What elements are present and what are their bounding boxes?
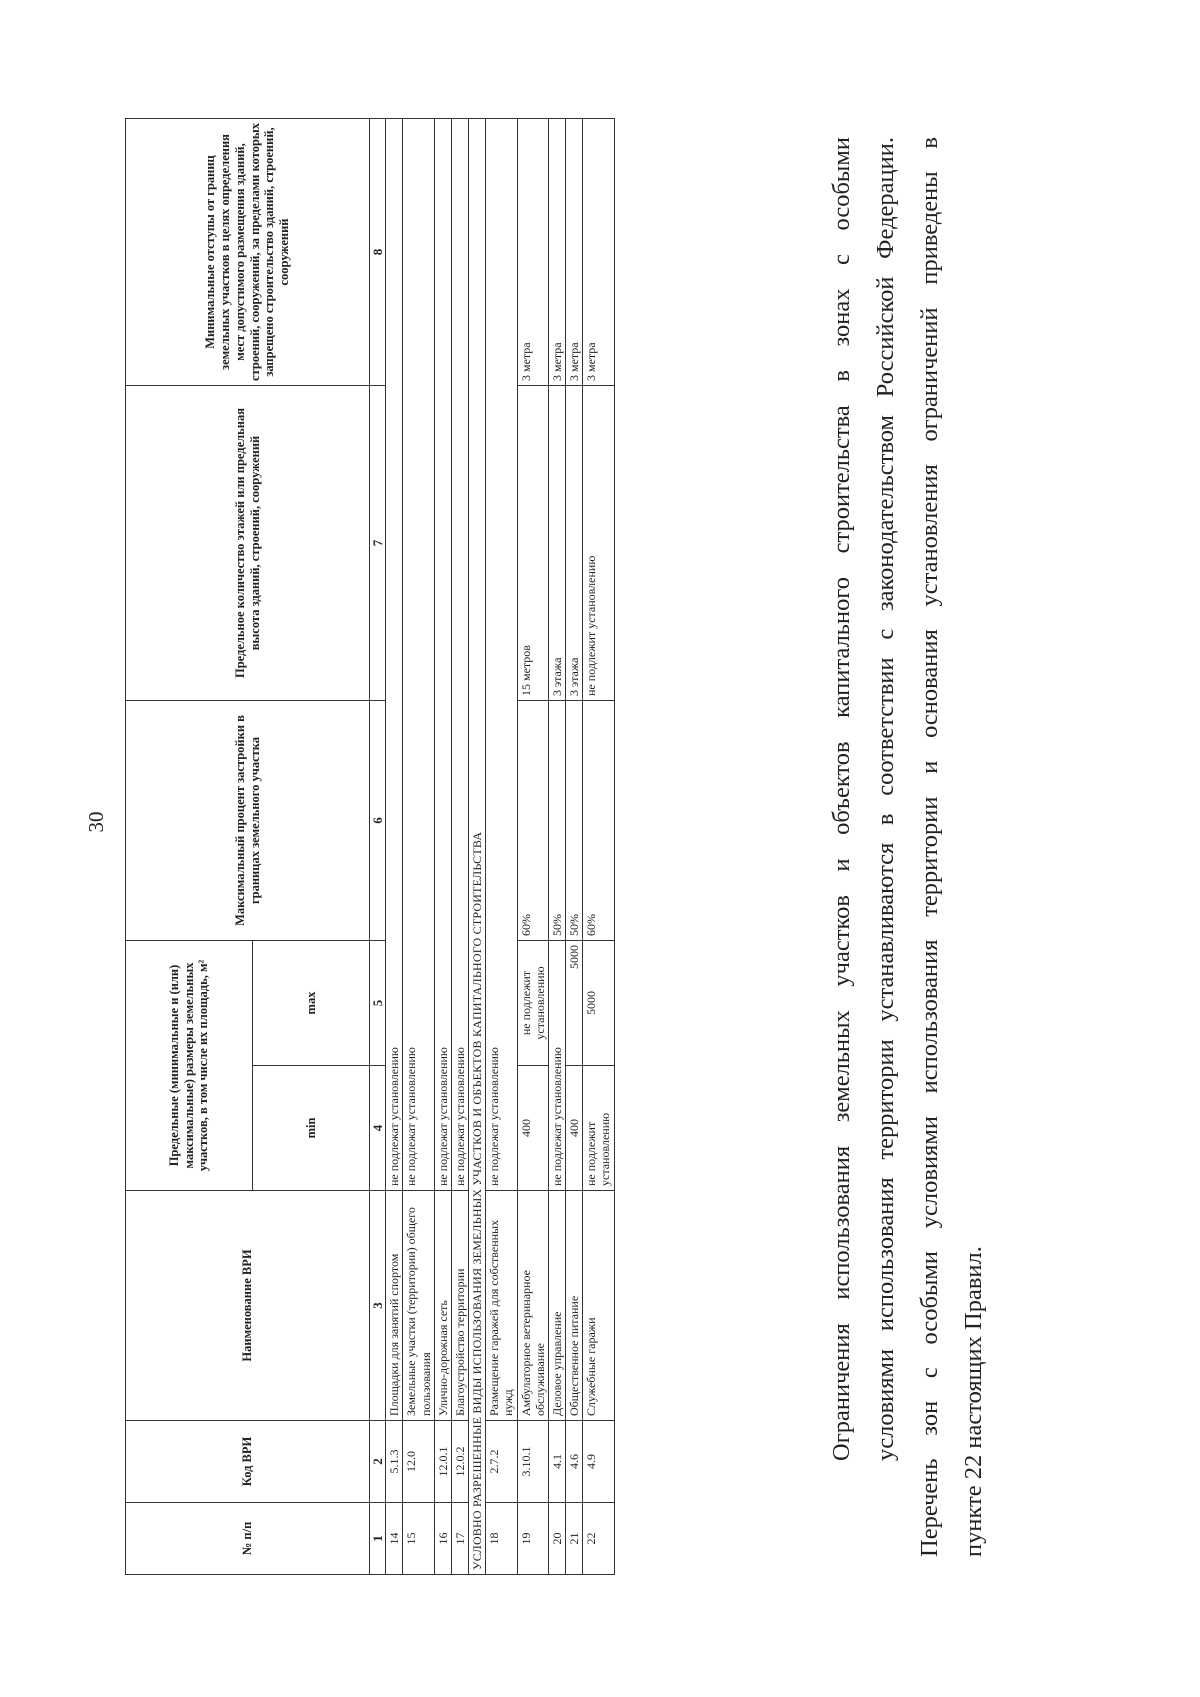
row-no: 15	[403, 1503, 434, 1575]
row-max: не подлежит установлению	[517, 941, 548, 1066]
row-code: 12.0.2	[451, 1421, 468, 1503]
col-number: 8	[370, 119, 386, 386]
row-code: 12.0	[403, 1421, 434, 1503]
row-setback: 3 метра	[517, 119, 548, 386]
header-max-percent: Максимальный процент застройки в границах земельного участка	[126, 701, 370, 941]
row-name: Общественное питание	[566, 1191, 583, 1421]
table-row	[386, 119, 403, 1575]
row-code: 2.7.2	[486, 1421, 517, 1503]
col-number: 2	[370, 1421, 386, 1503]
row-merged-value: не подлежат установлению	[486, 119, 517, 1191]
col-number: 3	[370, 1191, 386, 1421]
row-floors: 15 метров	[517, 386, 548, 701]
row-minmax: не подлежат установлению	[548, 941, 565, 1191]
table-row	[403, 119, 434, 1575]
row-no: 22	[583, 1503, 614, 1575]
row-merged-value: не подлежат установлению	[434, 119, 451, 1191]
col-number: 4	[370, 1066, 386, 1191]
header-setbacks: Минимальные отступы от границ земельных участков в целях определения мест допустимого размещения зданий, строений, сооружений, за пределами которых запрещено строительство зданий, строений, сооружений	[126, 119, 370, 386]
row-name: Площадки для занятий спортом	[386, 1191, 403, 1421]
row-code: 4.6	[566, 1421, 583, 1503]
row-max: 5000	[566, 941, 583, 1066]
col-number: 7	[370, 386, 386, 701]
row-name: Благоустройство территории	[451, 1191, 468, 1421]
row-min: 400	[566, 1066, 583, 1191]
paragraph-line: условиями использования территории устанавливаются в соответствии с законодательством Российской Федерации.	[872, 137, 899, 1461]
row-setback: 3 метра	[583, 119, 614, 386]
page-number: 30	[84, 811, 108, 833]
row-name: Улично-дорожная сеть	[434, 1191, 451, 1421]
col-number: 1	[370, 1503, 386, 1575]
row-setback: 3 метра	[566, 119, 583, 386]
row-no: 17	[451, 1503, 468, 1575]
row-percent: 50%	[548, 701, 565, 941]
row-no: 21	[566, 1503, 583, 1575]
row-no: 19	[517, 1503, 548, 1575]
paragraph-line: Перечень зон с особыми условиями использования территории и основания установления ограничений приведены в	[916, 137, 943, 1557]
header-name: Наименование ВРИ	[126, 1191, 370, 1421]
paragraph-zones-list	[908, 137, 996, 1557]
section-title-row	[469, 119, 486, 1575]
row-min: 400	[517, 1066, 548, 1191]
table-row	[517, 119, 548, 1575]
row-floors: 3 этажа	[566, 386, 583, 701]
table-row	[434, 119, 451, 1575]
table-row	[548, 119, 565, 1575]
row-code: 4.1	[548, 1421, 565, 1503]
row-floors: не подлежит установлению	[583, 386, 614, 701]
regulations-table	[125, 118, 615, 1575]
paragraph-line: пункте 22 настоящих Правил.	[960, 1246, 987, 1557]
row-merged-value: не подлежат установлению	[451, 119, 468, 1191]
paragraph-restrictions	[820, 137, 908, 1557]
row-name: Служебные гаражи	[583, 1191, 614, 1421]
header-area-group	[126, 941, 253, 1191]
section-title: УСЛОВНО РАЗРЕШЕННЫЕ ВИДЫ ИСПОЛЬЗОВАНИЯ ЗЕМЕЛЬНЫХ УЧАСТКОВ И ОБЪЕКТОВ КАПИТАЛЬНОГО СТРОИТЕЛЬСТВА	[469, 119, 486, 1575]
col-number: 5	[370, 941, 386, 1066]
header-area-max: max	[253, 941, 370, 1066]
row-merged-value: не подлежат установлению	[386, 119, 403, 1191]
table-row	[583, 119, 614, 1575]
row-name: Размещение гаражей для собственных нужд	[486, 1191, 517, 1421]
row-code: 3.10.1	[517, 1421, 548, 1503]
header-floors: Предельное количество этажей или предельная высота зданий, строений, сооружений	[126, 386, 370, 701]
row-no: 16	[434, 1503, 451, 1575]
header-area-min: min	[253, 1066, 370, 1191]
table-row	[566, 119, 583, 1575]
row-merged-value: не подлежат установлению	[403, 119, 434, 1191]
paragraph-line: Ограничения использования земельных участков и объектов капитального строительства в зонах с особыми	[828, 137, 855, 1461]
row-name: Амбулаторное ветеринарное обслуживание	[517, 1191, 548, 1421]
row-name: Деловое управление	[548, 1191, 565, 1421]
row-max: 5000	[583, 941, 614, 1066]
row-no: 20	[548, 1503, 565, 1575]
row-no: 18	[486, 1503, 517, 1575]
row-name: Земельные участки (территории) общего пользования	[403, 1191, 434, 1421]
row-setback: 3 метра	[548, 119, 565, 386]
row-min: не подлежит установлению	[583, 1066, 614, 1191]
row-floors: 3 этажа	[548, 386, 565, 701]
table-row	[486, 119, 517, 1575]
row-percent: 50%	[566, 701, 583, 941]
header-area-group-text: Предельные (минимальные и (или) максимальные) размеры земельных участков, в том числе их площадь, м²	[166, 959, 211, 1172]
row-percent: 60%	[517, 701, 548, 941]
header-code: Код ВРИ	[126, 1421, 370, 1503]
column-number-row	[370, 119, 386, 1575]
row-code: 4.9	[583, 1421, 614, 1503]
row-percent: 60%	[583, 701, 614, 941]
header-no: № п/п	[126, 1503, 370, 1575]
table-row	[451, 119, 468, 1575]
col-number: 6	[370, 701, 386, 941]
row-no: 14	[386, 1503, 403, 1575]
row-code: 12.0.1	[434, 1421, 451, 1503]
row-code: 5.1.3	[386, 1421, 403, 1503]
